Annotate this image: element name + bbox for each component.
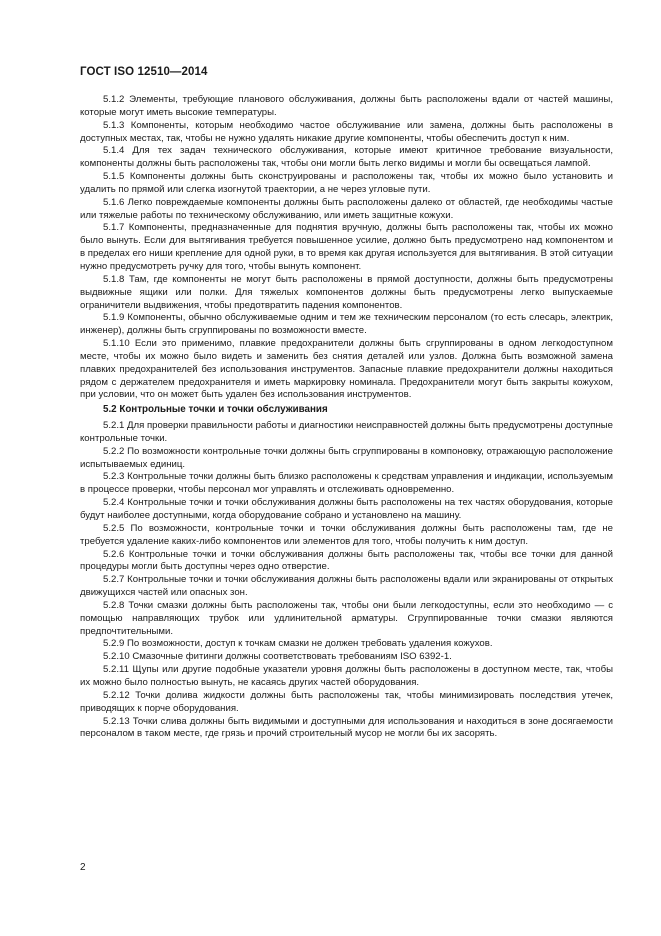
paragraph: 5.2.12 Точки долива жидкости должны быть расположены так, чтобы минимизировать последствия утечек, приводящих к порче оборудования. — [80, 689, 613, 714]
paragraph: 5.2.3 Контрольные точки должны быть близко расположены к средствам управления и индикации, используемым в процессе проверки, чтобы персонал мог управлять и отслеживать одновременно. — [80, 471, 613, 496]
paragraph: 5.2.11 Щупы или другие подобные указатели уровня должны быть расположены в доступном месте, так, чтобы их можно было полностью вынуть, не касаясь других частей оборудования. — [80, 664, 613, 688]
paragraph: 5.2.2 По возможности контрольные точки должны быть сгруппированы в компоновку, отражающую расположение испытываемых единиц. — [80, 445, 613, 470]
document-body — [80, 94, 613, 741]
paragraph: 5.2.4 Контрольные точки и точки обслуживания должны быть расположены на тех частях оборудования, которые будут наиболее доступными, когда оборудование собрано и установлено на машину. — [80, 497, 613, 521]
paragraph: 5.1.9 Компоненты, обычно обслуживаемые одним и тем же техническим персоналом (то есть слесарь, электрик, инженер), должны быть сгруппированы по возможности вместе. — [80, 312, 613, 337]
paragraph: 5.2.9 По возможности, доступ к точкам смазки не должен требовать удаления кожухов. — [103, 638, 493, 650]
clause-5-1-group — [80, 94, 613, 402]
paragraph: 5.2.6 Контрольные точки и точки обслуживания должны быть расположены так, чтобы все точки для данной процедуры могли быть доступны через одно отверстие. — [80, 548, 613, 573]
paragraph: 5.2.7 Контрольные точки и точки обслуживания должны быть расположены вдали или экранированы от открытых движущихся частей или опасных зон. — [80, 574, 613, 599]
paragraph: 5.1.7 Компоненты, предназначенные для поднятия вручную, должны быть расположены так, чтобы их можно было вынуть. Если для вытягивания требуется повышенное усилие, должно быть предусмотрено над компонентом и в пределах его ниши крепление для одной руки, в то время как другая используется для вытягивания. В этой ситуации нужно предусмотреть ручку для того, чтобы вынуть компонент. — [80, 222, 613, 272]
paragraph: 5.1.6 Легко повреждаемые компоненты должны быть расположены далеко от областей, где необходимы частые или тяжелые работы по техническому обслуживанию, или иметь защитные кожухи. — [80, 196, 613, 221]
paragraph: 5.1.4 Для тех задач технического обслуживания, которые имеют критичное требование визуальности, компоненты должны быть расположены так, чтобы они могли быть легко видимы и могли бы освещаться лампой. — [80, 145, 613, 170]
document-header: ГОСТ ISO 12510—2014 — [80, 66, 208, 78]
section-title: 5.2 Контрольные точки и точки обслуживания — [103, 404, 328, 416]
paragraph: 5.2.8 Точки смазки должны быть расположены так, чтобы они были легкодоступны, если это необходимо — с помощью направляющих трубок или удлинительной арматуры. Сгруппированные точки смазки являются предпочтительными. — [80, 599, 613, 637]
paragraph: 5.2.13 Точки слива должны быть видимыми и доступными для использования и находиться в зоне досягаемости персоналом в таком месте, где грязь и прочий строительный мусор не могли бы их засорять. — [80, 715, 613, 740]
paragraph: 5.2.1 Для проверки правильности работы и диагностики неисправностей должны быть предусмотрены доступные контрольные точки. — [80, 420, 613, 444]
paragraph: 5.1.2 Элементы, требующие планового обслуживания, должны быть расположены вдали от частей машины, которые могут иметь высокие температуры. — [80, 94, 613, 118]
paragraph: 5.1.10 Если это применимо, плавкие предохранители должны быть сгруппированы в одном легкодоступном месте, чтобы их можно было видеть и заменить без снятия деталей или узлов. Должна быть возможной замена плавких предохранителей без использования инструментов. Запасные плавкие предохранители должны находиться рядом с держателем предохранителя и иметь маркировку номинала. Предохранители могут быть закрыты кожухом, при условии, что он может быть удален без использования инструментов. — [80, 338, 613, 401]
paragraph: 5.1.3 Компоненты, которым необходимо частое обслуживание или замена, должны быть расположены в доступных местах, так, чтобы не нужно удалять никакие другие компоненты, чтобы обеспечить доступ к ним. — [80, 119, 613, 144]
paragraph: 5.2.5 По возможности, контрольные точки и точки обслуживания должны быть расположены там, где не требуется удаление каких-либо компонентов или элементов для того, чтобы получить к ним доступ. — [80, 522, 613, 547]
paragraph: 5.2.10 Смазочные фитинги должны соответствовать требованиям ISO 6392-1. — [103, 651, 452, 663]
page-number: 2 — [80, 862, 86, 873]
clause-5-2-group — [80, 420, 613, 741]
paragraph: 5.1.5 Компоненты должны быть сконструированы и расположены так, чтобы их можно было установить и удалить по прямой или слегка изогнутой траектории, а не через угловые пути. — [80, 171, 613, 195]
paragraph: 5.1.8 Там, где компоненты не могут быть расположены в прямой доступности, должны быть предусмотрены выдвижные ящики или полки. Для тяжелых компонентов должны быть предусмотрены легко выпускаемые ограничители выдвижения, чтобы предотвратить падения компонентов. — [80, 273, 613, 311]
